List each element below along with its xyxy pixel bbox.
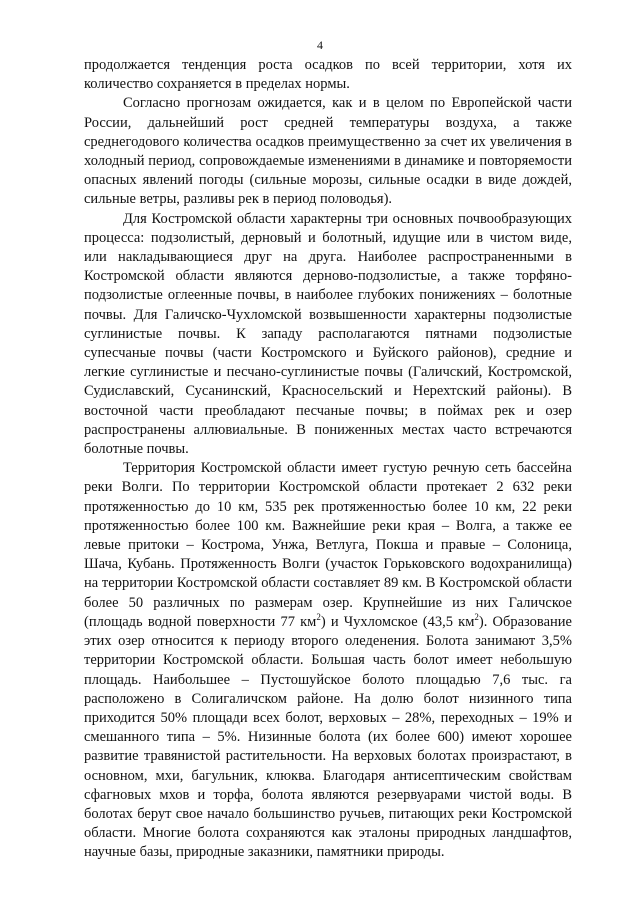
superscript-squared-1: 2 — [316, 612, 321, 623]
paragraph-precipitation-continuation: продолжается тенденция роста осадков по всей территории, хотя их количество сохраняется в пределах нормы. — [84, 57, 572, 93]
paragraph-water-resources — [84, 459, 572, 862]
document-body — [84, 56, 572, 863]
water-text-part-2: ) и Чухломское (43,5 км — [320, 613, 475, 630]
water-text-part-3: ). Образование этих озер относится к периоду второго оледенения. Болота занимают 3,5% территории Костромской области. Большая часть болот имеет небольшую площадь. Наибольшее – Пустошуйское болото площадью 7,6 тыс. га расположено в Солигаличском районе. На долю болот низинного типа приходится 50% площади всех болот, верховых – 28%, переходных – 19% и смешанного типа – 5%. Низинные болота (их более 600) имеют хорошее развитие травянистой растительности. На верховых болотах произрастают, в основном, мхи, багульник, клюква. Благодаря антисептическим свойствам сфагновых мхов и торфа, болота являются резервуарами чистой воды. В болотах берут свое начало большинство ручьев, питающих реки Костромской области. Многие болота сохраняются как эталоны природных ландшафтов, научные базы, природные заказники, памятники природы. — [84, 613, 572, 861]
superscript-squared-2: 2 — [474, 612, 479, 623]
paragraph-climate-forecast: Согласно прогнозам ожидается, как и в целом по Европейской части России, дальнейший рост средней температуры воздуха, а также среднегодового количества осадков преимущественно за счет их увеличения в холодный период, сопровождаемые изменениями в динамике и повторяемости опасных явлений погоды (сильные морозы, сильные осадки в виде дождей, сильные ветры, разливы рек в период половодья). — [84, 95, 572, 208]
paragraph-soils: Для Костромской области характерны три основных почвообразующих процесса: подзолистый, дерновый и болотный, идущие или в чистом виде, или накладывающиеся друг на друга. Наиболее распространенными в Костромской области являются дерново-подзолистые, а также торфяно-подзолистые оглеенные почвы, в наиболее глубоких понижениях – болотные почвы. Для Галичско-Чухломской возвышенности характерны подзолистые суглинистые почвы. К западу располагаются пятнами подзолистые супесчаные почвы (части Костромского и Буйского районов), средние и легкие суглинистые и песчано-суглинистые почвы (Галичский, Костромской, Судиславский, Сусанинский, Красносельский и Нерехтский районы). В восточной части преобладают песчаные почвы; в поймах рек и озер распространены аллювиальные. В пониженных местах часто встречаются болотные почвы. — [84, 210, 572, 458]
page-number: 4 — [317, 38, 323, 52]
water-text-part-1: Территория Костромской области имеет густую речную сеть бассейна реки Волги. По территории Костромской области протекает 2 632 реки протяженностью до 10 км, 535 рек протяженностью более 10 км, 22 реки протяженностью более 100 км. Важнейшие реки края – Волга, а также ее левые притоки – Кострома, Унжа, Ветлуга, Покша и правые – Солоница, Шача, Кубань. Протяженность Волги (участок Горьковского водохранилища) на территории Костромской области составляет 89 км. В Костромской области более 50 различных по размерам озер. Крупнейшие из них Галичское (площадь водной поверхности 77 км — [84, 460, 572, 630]
